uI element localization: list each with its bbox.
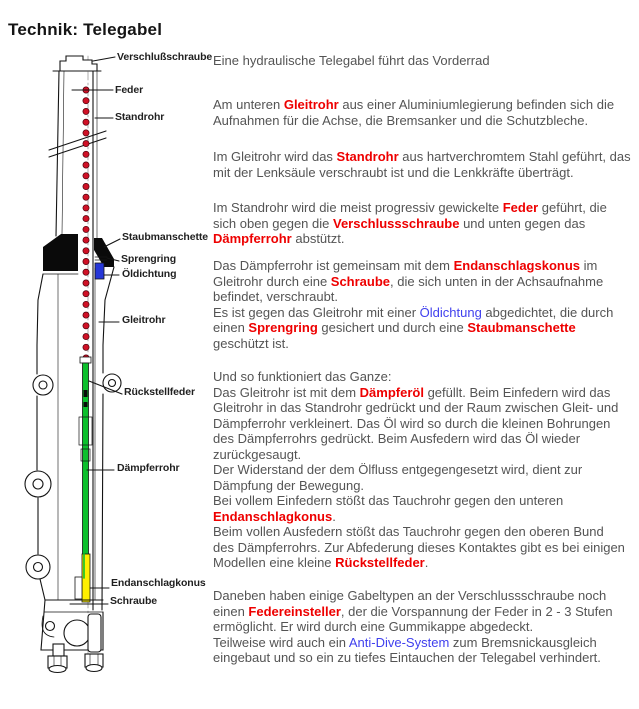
text-run: , der die Vorspannung der Feder in 2 - 3 Stufen [340,603,613,619]
spring-coil-dot [83,280,89,286]
text-run: ermöglicht. Er wird durch eine Gummikappe abgedeckt. [213,619,534,634]
spring-coil-dot [83,344,89,350]
paragraph-standrohr [213,149,639,180]
text-run: im [580,258,598,273]
text-run: Im Standrohr wird die meist progressiv gewickelte [213,200,503,215]
diagram-label-verschlussschraube: Verschlußschraube [117,51,213,63]
text-run: Aufnahmen für die Achse, die Bremsanker und die Schutzbleche. [213,112,589,128]
spring-coil-dot [83,141,89,147]
spring-coil-dot [83,248,89,254]
text-run: einen [213,320,249,335]
spring-coil-dot [83,334,89,340]
highlight-term: Staubmanschette [467,320,576,335]
text-run: eingebaut und so ein zu tiefes Eintauchen der Telegabel verhindert. [213,650,601,665]
diagram-label-rueckstellfeder: Rückstellfeder [124,386,195,398]
text-run: . [424,555,429,570]
highlight-term: Endanschlagskonus [453,258,580,273]
spring-coil-dot [83,183,89,189]
inline-link[interactable]: Anti-Dive-System [348,634,450,650]
highlight-term: Gleitrohr [283,97,339,112]
spring-coil-dot [83,312,89,318]
paragraph-einsteller [213,588,639,666]
text-run: Modellen eine kleine [213,555,336,570]
paragraph-gleitrohr [213,97,639,128]
spring-coil-dot [83,291,89,297]
highlight-term: Dämpferöl [359,384,424,400]
spring-coil-dot [83,323,89,329]
spring-coil-dot [83,269,89,275]
highlight-term: Feder [502,200,539,215]
text-run: geführt, die [538,200,607,215]
text-run: und unten gegen das [459,215,586,231]
text-run: abgedichtet, die durch [481,304,614,320]
text-run: Und so funktioniert das Ganze: [213,369,392,384]
highlight-term: Sprengring [248,320,318,335]
text-run: zurückgesaugt. [213,446,302,462]
text-run: Dämpfung der Bewegung. [213,477,365,493]
diagram-label-endanschlagkonus: Endanschlagkonus [111,577,206,589]
diagram-label-standrohr: Standrohr [115,111,165,123]
highlight-term: Verschlussschraube [332,215,460,231]
diagram-label-gleitrohr: Gleitrohr [122,314,166,326]
text-run: abstützt. [291,231,345,246]
spring-coil-dot [83,173,89,179]
spring-coil-dot [83,98,89,104]
text-run: Der Widerstand der dem Ölfluss entgegengesetzt wird, dient zur [213,462,583,477]
text-run: Das Dämpferrohr ist gemeinsam mit dem [213,258,454,273]
text-run: aus hartverchromtem Stahl geführt, das [398,149,631,164]
text-run: einen [213,603,249,619]
paragraph-feder [213,200,639,247]
text-run: Es ist gegen das Gleitrohr mit einer [213,304,420,320]
highlight-term: Federeinsteller [248,603,341,619]
spring-coil-dot [83,151,89,157]
text-run: Bei vollem Einfedern stößt das Tauchrohr gegen den unteren [213,493,564,508]
text-run: Teilweise wird auch ein [213,634,349,650]
text-run: Dämpferrohr verkleinert. Das Öl wird so durch die kleinen Bohrungen [213,415,611,431]
diagram-label-daempferrohr: Dämpferrohr [117,462,180,474]
spring-coil-dot [83,226,89,232]
spring-coil-dot [83,237,89,243]
text-run: Beim vollen Ausfedern stößt das Tauchrohr gegen den oberen Bund [213,524,604,539]
text-run: Das Gleitrohr ist mit dem [213,384,360,400]
spring-coil-dot [83,108,89,114]
text-run: Gleitrohr durch eine [213,273,331,289]
diagram-label-staubmanschette: Staubmanschette [122,231,209,243]
text-run: Eine hydraulische Telegabel führt das Vorderrad [213,53,490,68]
spring-coil-dot [83,301,89,307]
highlight-term: Dämpferrohr [213,231,292,246]
text-run: , die sich unten in der Achsaufnahme [390,273,604,289]
paragraph-intro [213,53,639,69]
highlight-term: Standrohr [336,149,399,164]
text-run: geschützt ist. [213,335,289,351]
telegabel-diagram [0,0,213,709]
text-run: gesichert und durch eine [317,320,468,335]
spring-coil-dot [83,258,89,264]
spring-coil-dot [83,162,89,168]
spring-coil-dot [83,194,89,200]
spring-coil-dot [83,130,89,136]
highlight-term: Schraube [330,273,391,289]
diagram-label-oeldichtung: Öldichtung [122,268,177,280]
diagram-label-sprengring: Sprengring [121,253,177,265]
text-run: befindet, verschraubt. [213,289,339,304]
text-run: Daneben haben einige Gabeltypen an der Verschlussschraube noch [213,588,607,603]
highlight-term: Rückstellfeder [335,555,425,570]
text-run: zum Bremsnickausgleich [449,634,597,650]
text-run: mit der Lenksäule verschraubt ist und die Lenkkräfte überträgt. [213,164,574,180]
spring-coil-dot [83,119,89,125]
page-title: Technik: Telegabel [8,20,163,40]
text-run: des Dämpferrohrs. Zur Abfederung dieses Kontaktes gibt es bei einigen [213,539,625,555]
text-run: des Dämpferrohrs gedrückt. Beim Ausfedern wird das Öl wieder [213,431,581,446]
diagram-label-feder: Feder [115,84,144,96]
diagram-label-schraube: Schraube [110,595,158,607]
spring-coil-dot [83,216,89,222]
inline-link[interactable]: Öldichtung [419,304,482,320]
spring-coil-dot [83,205,89,211]
text-run: Am unteren [213,97,284,112]
text-run: Gleitrohr in das Standrohr gedrückt und der Raum zwischen Gleit- und [213,400,619,415]
text-run: Im Gleitrohr wird das [213,149,337,164]
text-run: aus einer Aluminiumlegierung befinden sich die [338,97,615,112]
text-run: gefüllt. Beim Einfedern wird das [423,384,611,400]
text-run: . [332,508,336,524]
paragraph-funktion [213,369,639,571]
highlight-term: Endanschlagkonus [213,508,333,524]
paragraph-daempferrohr [213,258,639,351]
text-run: sich oben gegen die [213,215,333,231]
